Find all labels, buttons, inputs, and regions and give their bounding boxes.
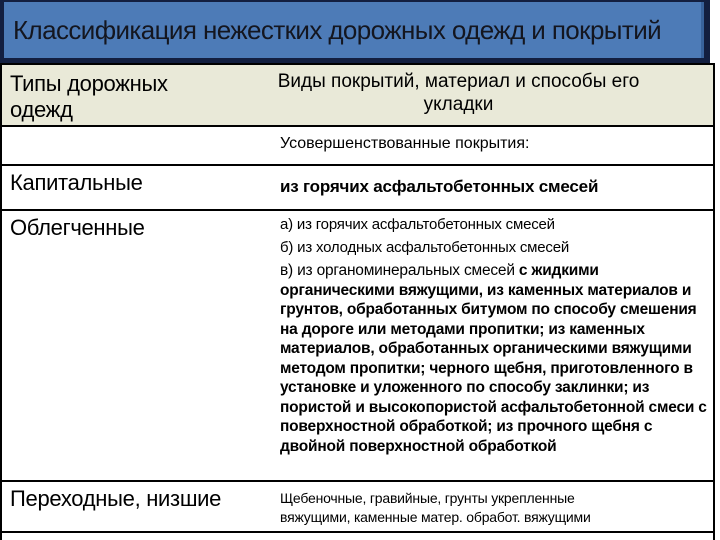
coating-cell [272,127,713,164]
pavement-type-label [2,127,272,164]
table-row [2,211,713,482]
coating-cell [272,166,713,209]
table-row [2,127,713,166]
coating-item-a: а) из горячих асфальтобетонных смесей [280,216,555,233]
table-header-row [2,65,713,127]
coating-item-b: б) из холодных асфальтобетонных смесей [280,239,570,256]
header-coating-kinds: Виды покрытий, материал и способы его укладки [277,71,640,115]
coating-item-c-bold: с жидкими органическими вяжущими, из каменных материалов и грунтов, обработанных битумом по способу смешения на дороге или методами пропитки; из каменных материалов, обработанных органическими вяжущими методом пропитки; черного щебня, приготовленного в установке и уложенного по способу заклинки; из пористой и высокопористой асфальтобетонной смеси с поверхностной обработкой; из прочного щебня с двойной поверхностной обработкой [280,262,707,455]
pavement-type-label: Облегченные [10,215,145,240]
coating-cell [272,482,713,531]
classification-table [0,63,715,540]
coating-item-c-prefix: в) из органоминеральных смесей [280,262,519,279]
title-bar [4,2,704,58]
table-row [2,166,713,211]
header-pavement-types: Типы дорожных одежд [10,71,168,122]
coating-item-c [280,261,707,456]
table-row [2,482,713,533]
improved-coatings-note: Усовершенствованные покрытия: [280,135,530,152]
coating-cell [272,211,713,480]
pavement-type-label: Капитальные [10,170,143,195]
capital-coating-desc: из горячих асфальтобетонных смесей [280,177,599,196]
pavement-type-label: Переходные, низшие [10,486,222,511]
transitional-coating-desc: Щебеночные, гравийные, грунты укрепленные вяжущими, каменные матер. обработ. вяжущими [280,490,591,525]
slide-title: Классификация нежестких дорожных одежд и покрытий [13,14,662,45]
table-row-cutoff [2,533,713,540]
